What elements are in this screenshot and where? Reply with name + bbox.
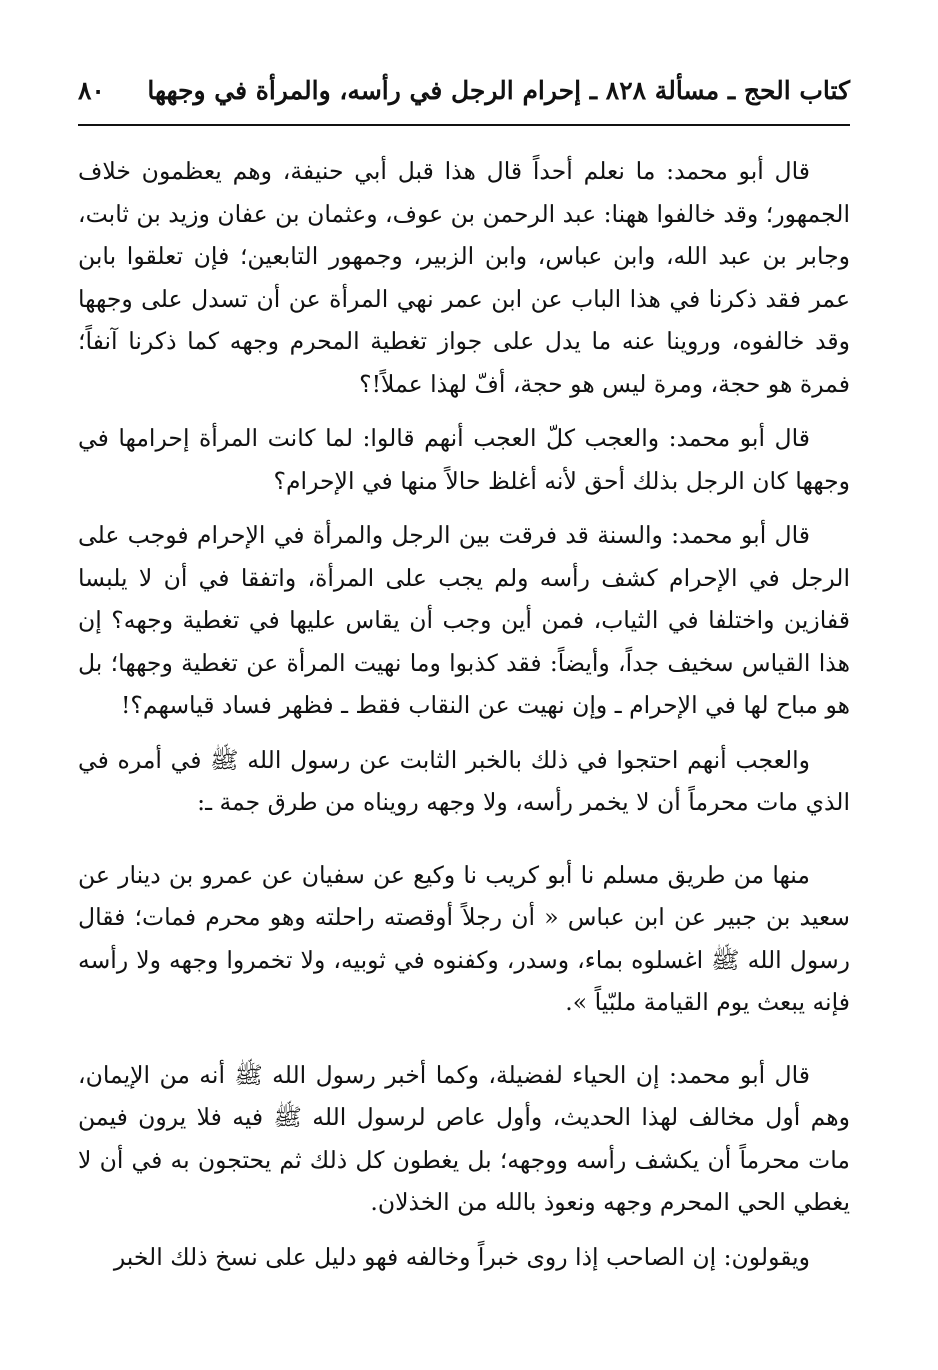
paragraph: قال أبو محمد: إن الحياء لفضيلة، وكما أخبر رسول الله ﷺ أنه من الإيمان، وهم أول مخالف لهذا الحديث، وأول عاص لرسول الله ﷺ فيه فلا يرون فيمن مات محرماً أن يكشف رأسه ووجهه؛ بل يغطون كل ذلك ثم يحتجون به في أن لا يغطي الحي المحرم وجهه ونعوذ بالله من الخذلان. (78, 1060, 850, 1216)
paragraph: والعجب أنهم احتجوا في ذلك بالخبر الثابت عن رسول الله ﷺ في أمره في الذي مات محرماً أن لا يخمر رأسه، ولا وجهه رويناه من طرق جمة ـ: (78, 745, 850, 816)
paragraph: قال أبو محمد: والعجب كلّ العجب أنهم قالوا: لما كانت المرأة إحرامها في وجهها كان الرجل بذلك أحق لأنه أغلظ حالاً منها في الإحرام؟ (78, 424, 850, 495)
running-header (78, 70, 850, 122)
paragraph: قال أبو محمد: والسنة قد فرقت بين الرجل والمرأة في الإحرام فوجب على الرجل في الإحرام كشف رأسه ولم يجب على المرأة، واتفقا في أن لا يلبسا قفازين واختلفا في الثياب، فمن أين وجب أن يقاس عليها في تغطية وجهه؟ إن هذا القياس سخيف جداً، وأيضاً: فقد كذبوا وما نهيت المرأة عن تغطية وجهها؛ بل هو مباح لها في الإحرام ـ وإن نهيت عن النقاب فقط ـ فظهر فساد قياسهم؟! (78, 521, 850, 719)
paragraph: ويقولون: إن الصاحب إذا روى خبراً وخالفه فهو دليل على نسخ ذلك الخبر (113, 1242, 810, 1271)
header-divider (78, 124, 850, 126)
header-title: كتاب الحج ـ مسألة ٨٢٨ ـ إحرام الرجل في رأسه، والمرأة في وجهها (147, 76, 850, 105)
paragraph: قال أبو محمد: ما نعلم أحداً قال هذا قبل أبي حنيفة، وهم يعظمون خلاف الجمهور؛ وقد خالفوا ههنا: عبد الرحمن بن عوف، وعثمان بن عفان وزيد بن ثابت، وجابر بن عبد الله، وابن عباس، وابن الزبير، وجمهور التابعين؛ فإن تعلقوا بابن عمر فقد ذكرنا في هذا الباب عن ابن عمر نهي المرأة عن أن تسدل على وجهها وقد خالفوه، وروينا عنه ما يدل على جواز تغطية المحرم وجهه كما ذكرنا آنفاً؛ فمرة هو حجة، ومرة ليس هو حجة، أفّ لهذا عملاً!؟ (78, 157, 850, 398)
page-number: ٨٠ (78, 76, 105, 105)
body-text (78, 150, 850, 1290)
paragraph: منها من طريق مسلم نا أبو كريب نا وكيع عن سفيان عن عمرو بن دينار عن سعيد بن جبير عن ابن عباس « أن رجلاً أوقصته راحلته وهو محرم فمات؛ فقال رسول الله ﷺ اغسلوه بماء، وسدر، وكفنوه في ثوبيه، ولا تخمروا وجهه ولا رأسه فإنه يبعث يوم القيامة ملبّياً ». (78, 860, 850, 1016)
